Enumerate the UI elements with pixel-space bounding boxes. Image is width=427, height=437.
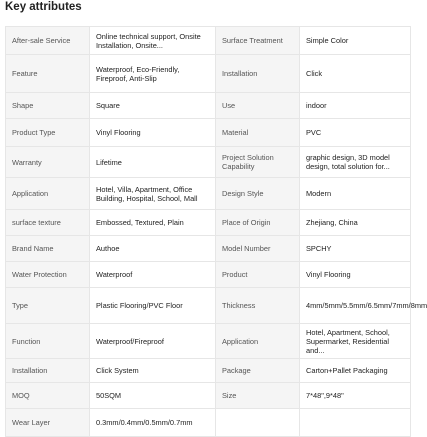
attribute-value: Lifetime [90, 147, 216, 178]
attribute-label: Function [6, 324, 90, 359]
attribute-label: Product Type [6, 119, 90, 147]
attribute-label: After-sale Service [6, 27, 90, 55]
table-row [6, 55, 411, 93]
attribute-label: Package [216, 359, 300, 383]
attribute-label: Place of Origin [216, 210, 300, 236]
attribute-label: Application [216, 324, 300, 359]
attribute-label: Water Protection [6, 262, 90, 288]
table-row [6, 262, 411, 288]
attribute-label: Model Number [216, 236, 300, 262]
attribute-value: PVC [300, 119, 411, 147]
attribute-label: Type [6, 288, 90, 324]
attributes-table [5, 26, 427, 437]
attribute-value: Embossed, Textured, Plain [90, 210, 216, 236]
attribute-label: Project Solution Capability [216, 147, 300, 178]
attribute-label: MOQ [6, 383, 90, 409]
table-row [6, 27, 411, 55]
attribute-value: Online technical support, Onsite Installation, Onsite... [90, 27, 216, 55]
attribute-value: Waterproof [90, 262, 216, 288]
attribute-label: Shape [6, 93, 90, 119]
section-title: Key attributes [5, 1, 82, 13]
attribute-value: 0.3mm/0.4mm/0.5mm/0.7mm [90, 409, 216, 437]
attribute-value [300, 409, 411, 437]
attribute-label: surface texture [6, 210, 90, 236]
attribute-label [216, 409, 300, 437]
attribute-label: Design Style [216, 178, 300, 210]
table-row [6, 288, 411, 324]
table-row [6, 93, 411, 119]
attribute-label: Application [6, 178, 90, 210]
attribute-label: Size [216, 383, 300, 409]
attribute-value: Vinyl Flooring [300, 262, 411, 288]
attribute-label: Installation [216, 55, 300, 93]
attribute-value: Click [300, 55, 411, 93]
attribute-value: Waterproof/Fireproof [90, 324, 216, 359]
attribute-value: Vinyl Flooring [90, 119, 216, 147]
attribute-value: 4mm/5mm/5.5mm/6.5mm/7mm/8mm [300, 288, 411, 324]
attribute-label: Installation [6, 359, 90, 383]
attribute-label: Warranty [6, 147, 90, 178]
attribute-value: Waterproof, Eco-Friendly, Fireproof, Anti-Slip [90, 55, 216, 93]
attribute-value: Hotel, Apartment, School, Supermarket, Residential and... [300, 324, 411, 359]
attribute-value: Click System [90, 359, 216, 383]
attribute-label: Product [216, 262, 300, 288]
attribute-value: graphic design, 3D model design, total solution for... [300, 147, 411, 178]
attribute-label: Material [216, 119, 300, 147]
table-row [6, 178, 411, 210]
table-row [6, 359, 411, 383]
attribute-label: Feature [6, 55, 90, 93]
attribute-value: Square [90, 93, 216, 119]
table-row [6, 210, 411, 236]
attribute-label: Use [216, 93, 300, 119]
attribute-value: Carton+Pallet Packaging [300, 359, 411, 383]
attribute-label: Brand Name [6, 236, 90, 262]
attribute-value: SPCHY [300, 236, 411, 262]
table-row [6, 119, 411, 147]
attribute-value: Authoe [90, 236, 216, 262]
table-row [6, 324, 411, 359]
attribute-value: Plastic Flooring/PVC Floor [90, 288, 216, 324]
table-row [6, 409, 411, 437]
attribute-value: 50SQM [90, 383, 216, 409]
attribute-value: indoor [300, 93, 411, 119]
attribute-value: Hotel, Villa, Apartment, Office Building, Hospital, School, Mall [90, 178, 216, 210]
table-row [6, 147, 411, 178]
attribute-value: Modern [300, 178, 411, 210]
attribute-value: 7*48",9*48" [300, 383, 411, 409]
table-row [6, 383, 411, 409]
attribute-value: Zhejiang, China [300, 210, 411, 236]
attribute-label: Surface Treatment [216, 27, 300, 55]
attribute-label: Thickness [216, 288, 300, 324]
table-row [6, 236, 411, 262]
attribute-label: Wear Layer [6, 409, 90, 437]
attribute-value: Simple Color [300, 27, 411, 55]
